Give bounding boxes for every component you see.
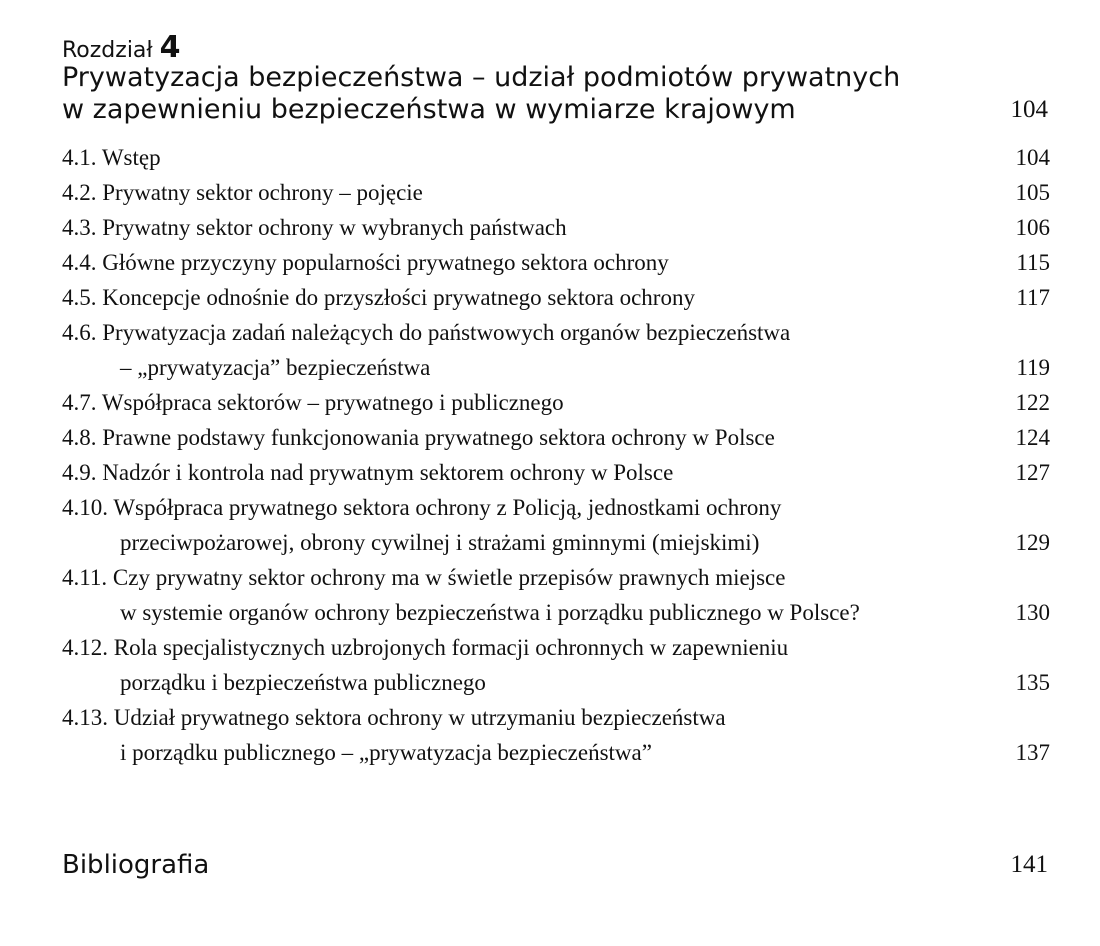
chapter-title <box>62 62 1002 126</box>
chapter-title-line2: w zapewnieniu bezpieczeństwa w wymiarze krajowym <box>62 94 796 125</box>
toc-entry <box>62 315 1050 385</box>
toc-entry <box>62 210 1050 245</box>
toc-entry-title-continuation: przeciwpożarowej, obrony cywilnej i strażami gminnymi (miejskimi) <box>120 530 760 555</box>
toc-entry-page-number: 122 <box>1015 390 1050 415</box>
toc-entry-title: 4.9. Nadzór i kontrola nad prywatnym sektorem ochrony w Polsce <box>62 460 674 485</box>
toc-entry-title: 4.11. Czy prywatny sektor ochrony ma w świetle przepisów prawnych miejsce <box>62 565 786 590</box>
toc-entry-title: 4.2. Prywatny sektor ochrony – pojęcie <box>62 180 423 205</box>
toc-entry <box>62 560 1050 630</box>
toc-entry <box>62 455 1050 490</box>
toc-entry-page-number: 104 <box>1015 145 1050 170</box>
toc-entry-title: 4.6. Prywatyzacja zadań należących do państwowych organów bezpieczeństwa <box>62 320 791 345</box>
toc-entry-title: 4.1. Wstęp <box>62 145 161 170</box>
toc-entry <box>62 280 1050 315</box>
toc-entry-page-number: 106 <box>1015 215 1050 240</box>
toc-entry-page-number: 137 <box>1015 740 1050 765</box>
bibliography-title: Bibliografia <box>62 850 210 880</box>
toc-entry-title-continuation: – „prywatyzacja” bezpieczeństwa <box>120 355 431 380</box>
toc-entry-page-number: 130 <box>1015 600 1050 625</box>
toc-entry <box>62 140 1050 175</box>
toc-entry-page-number: 127 <box>1015 460 1050 485</box>
chapter-number: 4 <box>159 30 181 65</box>
toc-entry <box>62 700 1050 770</box>
toc-entry-page-number: 135 <box>1015 670 1050 695</box>
toc-entry-page-number: 115 <box>1016 250 1050 275</box>
toc-entry <box>62 490 1050 560</box>
toc-entry-title: 4.7. Współpraca sektorów – prywatnego i publicznego <box>62 390 564 415</box>
toc-entry <box>62 175 1050 210</box>
toc-entry-title: 4.13. Udział prywatnego sektora ochrony w utrzymaniu bezpieczeństwa <box>62 705 726 730</box>
toc-entry <box>62 630 1050 700</box>
toc-entry-title: 4.3. Prywatny sektor ochrony w wybranych państwach <box>62 215 567 240</box>
toc-entry-page-number: 117 <box>1016 285 1050 310</box>
toc-entry <box>62 385 1050 420</box>
toc-entry-page-number: 129 <box>1015 530 1050 555</box>
toc-entry-title: 4.8. Prawne podstawy funkcjonowania prywatnego sektora ochrony w Polsce <box>62 425 775 450</box>
toc-list <box>62 140 1050 770</box>
toc-entry-title: 4.12. Rola specjalistycznych uzbrojonych formacji ochronnych w zapewnieniu <box>62 635 789 660</box>
toc-entry-title-continuation: w systemie organów ochrony bezpieczeństwa i porządku publicznego w Polsce? <box>120 600 860 625</box>
toc-entry-title-continuation: porządku i bezpieczeństwa publicznego <box>120 670 486 695</box>
toc-entry-title: 4.5. Koncepcje odnośnie do przyszłości prywatnego sektora ochrony <box>62 285 695 310</box>
chapter-label-text: Rozdział <box>62 38 153 63</box>
toc-entry-title: 4.10. Współpraca prywatnego sektora ochrony z Policją, jednostkami ochrony <box>62 495 782 520</box>
toc-entry-page-number: 124 <box>1015 425 1050 450</box>
toc-entry <box>62 245 1050 280</box>
toc-entry-title: 4.4. Główne przyczyny popularności prywatnego sektora ochrony <box>62 250 669 275</box>
chapter-title-line1: Prywatyzacja bezpieczeństwa – udział podmiotów prywatnych <box>62 62 901 93</box>
chapter-page-number: 104 <box>1010 96 1048 123</box>
toc-entry-title-continuation: i porządku publicznego – „prywatyzacja bezpieczeństwa” <box>120 740 652 765</box>
toc-entry-page-number: 119 <box>1016 355 1050 380</box>
bibliography-page-number: 141 <box>1010 851 1048 878</box>
chapter-label <box>62 30 181 65</box>
toc-entry-page-number: 105 <box>1015 180 1050 205</box>
toc-entry <box>62 420 1050 455</box>
